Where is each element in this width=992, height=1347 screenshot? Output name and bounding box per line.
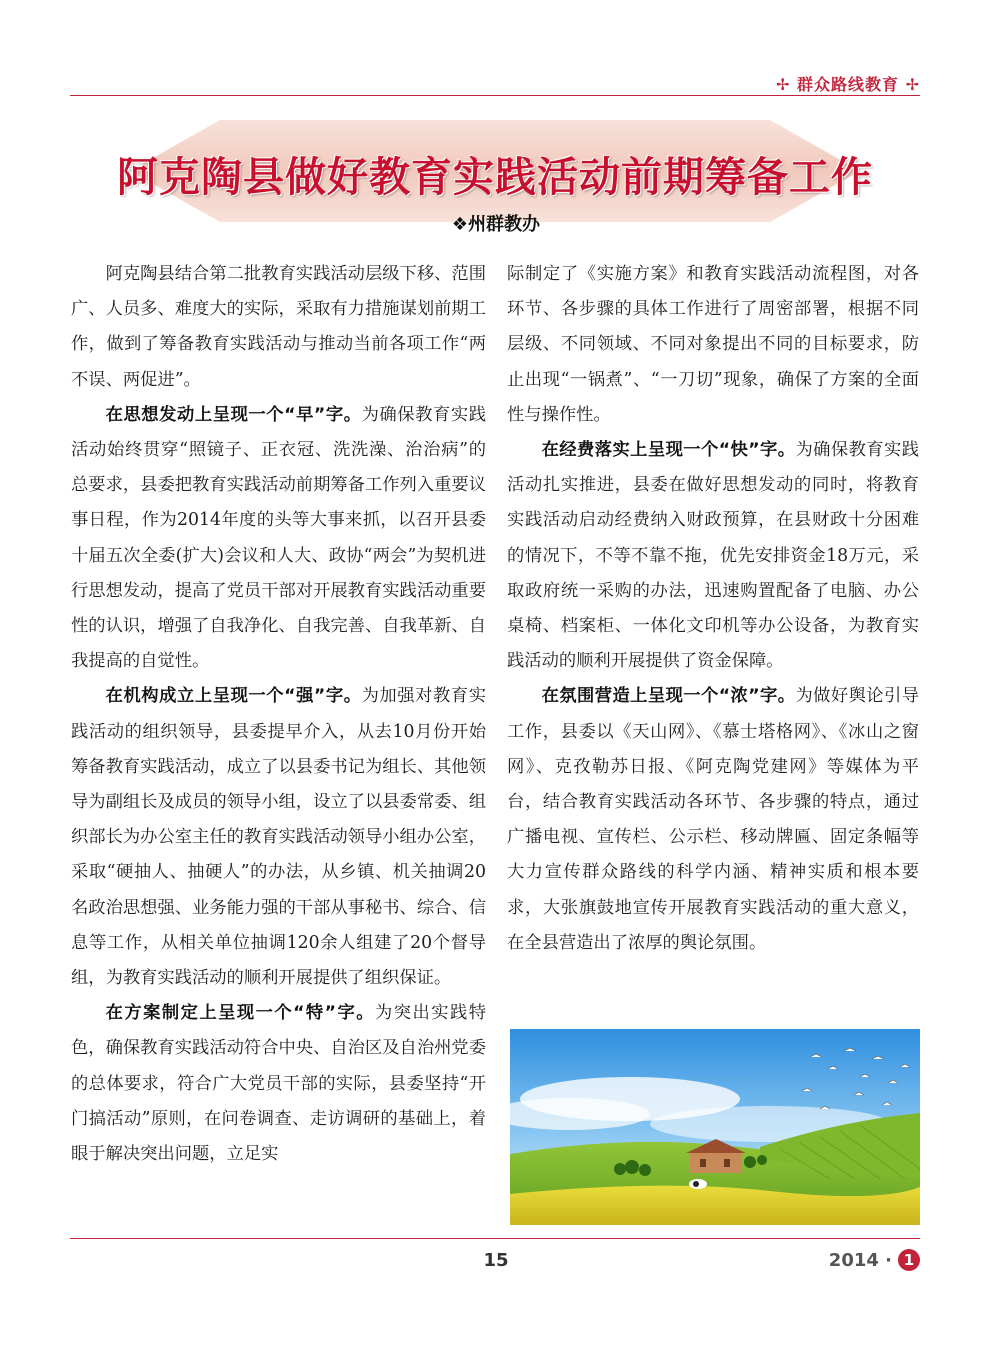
article-column-right [507, 257, 919, 961]
issue-number-badge: 1 [898, 1249, 920, 1271]
article-byline: ❖州群教办 [451, 214, 541, 235]
article-title: 阿克陶县做好教育实践活动前期筹备工作 [117, 153, 873, 201]
landscape-photo [510, 1029, 920, 1225]
paragraph-text: 为做好舆论引导工作，县委以《天山网》、《慕士塔格网》、《冰山之窗网》、克孜勒苏日报、《阿克陶党建网》等媒体为平台，结合教育实践活动各环节、各步骤的特点，通过广播电视、宣传栏、公示栏、移动牌匾、固定条幅等大力宣传群众路线的科学内涵、精神实质和根本要求，大张旗鼓地宣传开展教育实践活动的重大意义，在全县营造出了浓厚的舆论氛围。 [507, 686, 919, 953]
paragraph-lead: 在思想发动上呈现一个“早”字。 [105, 404, 362, 425]
paragraph-lead: 在方案制定上呈现一个“特”字。 [105, 1003, 375, 1024]
paragraph-text: 为突出实践特色，确保教育实践活动符合中央、自治区及自治州党委的总体要求，符合广大党员干部的实际，县委坚持“开门搞活动”原则，在问卷调查、走访调研的基础上，着眼于解决突出问题，立足实 [71, 1003, 486, 1165]
article-column-left [71, 257, 486, 1172]
issue-label [829, 1249, 920, 1271]
landscape-illustration [510, 1029, 920, 1225]
header-divider [70, 95, 920, 96]
paragraph-atmosphere [507, 679, 919, 961]
footer-divider [70, 1238, 920, 1239]
section-tag: ✢ 群众路线教育 ✢ [776, 75, 920, 94]
issue-year: 2014 · [828, 1249, 892, 1271]
paragraph-text: 阿克陶县结合第二批教育实践活动层级下移、范围广、人员多、难度大的实际，采取有力措施谋划前期工作，做到了筹备教育实践活动与推动当前各项工作“两不误、两促进”。 [71, 264, 486, 390]
paragraph-thought-mobilization [71, 398, 486, 680]
paragraph-funding [507, 433, 919, 679]
paragraph-text: 为确保教育实践活动扎实推进，县委在做好思想发动的同时，将教育实践活动启动经费纳入财政预算，在县财政十分困难的情况下，不等不靠不拖，优先安排资金18万元，采取政府统一采购的办法，迅速购置配备了电脑、办公桌椅、档案柜、一体化文印机等办公设备，为教育实践活动的顺利开展提供了资金保障。 [507, 440, 919, 672]
paragraph-lead: 在氛围营造上呈现一个“浓”字。 [541, 686, 796, 707]
paragraph-intro [71, 257, 486, 398]
paragraph-plan-continued [507, 257, 919, 433]
paragraph-text: 际制定了《实施方案》和教育实践活动流程图，对各环节、各步骤的具体工作进行了周密部署，根据不同层级、不同领域、不同对象提出不同的目标要求，防止出现“一锅煮”、“一刀切”现象，确保了方案的全面性与操作性。 [507, 264, 919, 425]
paragraph-text: 为加强对教育实践活动的组织领导，县委提早介入，从去10月份开始筹备教育实践活动，成立了以县委书记为组长、其他领导为副组长及成员的领导小组，设立了以县委常委、组织部长为办公室主任的教育实践活动领导小组办公室，采取“硬抽人、抽硬人”的办法，从乡镇、机关抽调20名政治思想强、业务能力强的干部从事秘书、综合、信息等工作，从相关单位抽调120余人组建了20个督导组，为教育实践活动的顺利开展提供了组织保证。 [71, 686, 486, 989]
paragraph-organization [71, 679, 486, 996]
page-number: 15 [483, 1250, 509, 1271]
paragraph-plan [71, 996, 486, 1172]
paragraph-lead: 在机构成立上呈现一个“强”字。 [105, 686, 362, 707]
paragraph-text: 为确保教育实践活动始终贯穿“照镜子、正衣冠、洗洗澡、治治病”的总要求，县委把教育实践活动前期筹备工作列入重要议事日程，作为2014年度的头等大事来抓，以召开县委十届五次全委(扩大)会议和人大、政协“两会”为契机进行思想发动，提高了党员干部对开展教育实践活动重要性的认识，增强了自我净化、自我完善、自我革新、自我提高的自觉性。 [71, 404, 486, 672]
paragraph-lead: 在经费落实上呈现一个“快”字。 [541, 440, 796, 461]
